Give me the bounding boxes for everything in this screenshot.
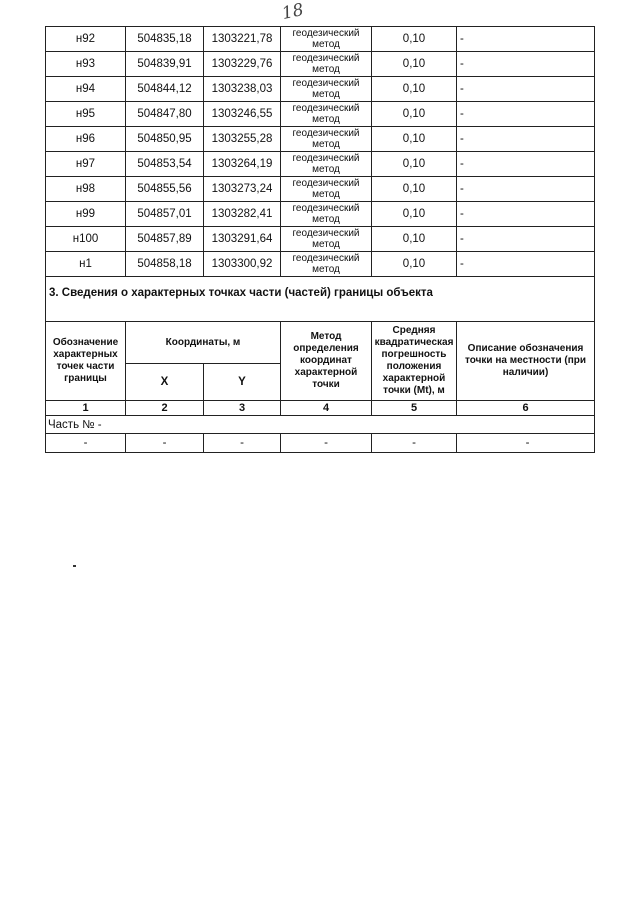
boundary-parts-table	[45, 276, 595, 453]
x-coordinate-cell: 504850,95	[126, 127, 204, 152]
description-cell: -	[457, 127, 595, 152]
method-cell: геодезический метод	[281, 127, 372, 152]
x-coordinate-cell: 504847,80	[126, 102, 204, 127]
point-cell: н99	[46, 202, 126, 227]
page-number: 18	[280, 0, 306, 25]
method-cell: геодезический метод	[281, 177, 372, 202]
accuracy-cell: 0,10	[372, 127, 457, 152]
x-coordinate-cell: 504835,18	[126, 27, 204, 52]
method-cell: геодезический метод	[281, 227, 372, 252]
description-cell: -	[457, 152, 595, 177]
description-cell: -	[457, 52, 595, 77]
coordinate-row	[46, 202, 595, 227]
point-cell: н96	[46, 127, 126, 152]
method-cell: геодезический метод	[281, 202, 372, 227]
column-number: 5	[372, 401, 457, 416]
x-coordinate-cell: 504857,89	[126, 227, 204, 252]
accuracy-cell: 0,10	[372, 152, 457, 177]
description-cell: -	[457, 202, 595, 227]
part-label: Часть № -	[46, 416, 595, 434]
method-cell: геодезический метод	[281, 27, 372, 52]
coordinate-row	[46, 127, 595, 152]
point-cell: н97	[46, 152, 126, 177]
method-cell: геодезический метод	[281, 77, 372, 102]
column-number: 4	[281, 401, 372, 416]
part-description-cell: -	[457, 434, 595, 453]
accuracy-cell: 0,10	[372, 102, 457, 127]
header-coordinates: Координаты, м	[126, 322, 281, 364]
column-number: 2	[126, 401, 204, 416]
x-coordinate-cell: 504857,01	[126, 202, 204, 227]
accuracy-cell: 0,10	[372, 27, 457, 52]
section-3-title: 3. Сведения о характерных точках части (частей) границы объекта	[46, 277, 595, 322]
coordinate-row	[46, 77, 595, 102]
coordinate-row	[46, 52, 595, 77]
column-number: 1	[46, 401, 126, 416]
y-coordinate-cell: 1303282,41	[204, 202, 281, 227]
coordinate-row	[46, 177, 595, 202]
part-y-cell: -	[204, 434, 281, 453]
point-cell: н94	[46, 77, 126, 102]
point-cell: н93	[46, 52, 126, 77]
coordinate-row	[46, 27, 595, 52]
description-cell: -	[457, 177, 595, 202]
part-point-cell: -	[46, 434, 126, 453]
coordinates-table	[45, 26, 595, 277]
y-coordinate-cell: 1303255,28	[204, 127, 281, 152]
header-method: Метод определения координат характерной точки	[281, 322, 372, 401]
x-coordinate-cell: 504858,18	[126, 252, 204, 277]
point-cell: н1	[46, 252, 126, 277]
stray-mark	[73, 565, 76, 567]
point-cell: н95	[46, 102, 126, 127]
coordinates-table-body	[46, 27, 595, 277]
accuracy-cell: 0,10	[372, 77, 457, 102]
coordinate-row	[46, 152, 595, 177]
part-method-cell: -	[281, 434, 372, 453]
x-coordinate-cell: 504853,54	[126, 152, 204, 177]
accuracy-cell: 0,10	[372, 202, 457, 227]
method-cell: геодезический метод	[281, 252, 372, 277]
header-description: Описание обозначения точки на местности (при наличии)	[457, 322, 595, 401]
description-cell: -	[457, 77, 595, 102]
x-coordinate-cell: 504855,56	[126, 177, 204, 202]
part-x-cell: -	[126, 434, 204, 453]
coordinate-row	[46, 252, 595, 277]
header-x: X	[126, 364, 204, 401]
y-coordinate-cell: 1303264,19	[204, 152, 281, 177]
coordinate-row	[46, 102, 595, 127]
column-number: 3	[204, 401, 281, 416]
y-coordinate-cell: 1303246,55	[204, 102, 281, 127]
part-accuracy-cell: -	[372, 434, 457, 453]
y-coordinate-cell: 1303229,76	[204, 52, 281, 77]
method-cell: геодезический метод	[281, 52, 372, 77]
point-cell: н92	[46, 27, 126, 52]
x-coordinate-cell: 504844,12	[126, 77, 204, 102]
description-cell: -	[457, 102, 595, 127]
column-number: 6	[457, 401, 595, 416]
description-cell: -	[457, 252, 595, 277]
header-point-designation: Обозначение характерных точек части границы	[46, 322, 126, 401]
x-coordinate-cell: 504839,91	[126, 52, 204, 77]
accuracy-cell: 0,10	[372, 227, 457, 252]
description-cell: -	[457, 27, 595, 52]
header-accuracy: Средняя квадратическая погрешность положения характерной точки (Mt), м	[372, 322, 457, 401]
accuracy-cell: 0,10	[372, 252, 457, 277]
y-coordinate-cell: 1303300,92	[204, 252, 281, 277]
method-cell: геодезический метод	[281, 152, 372, 177]
accuracy-cell: 0,10	[372, 177, 457, 202]
coordinate-row	[46, 227, 595, 252]
point-cell: н100	[46, 227, 126, 252]
accuracy-cell: 0,10	[372, 52, 457, 77]
y-coordinate-cell: 1303291,64	[204, 227, 281, 252]
y-coordinate-cell: 1303273,24	[204, 177, 281, 202]
y-coordinate-cell: 1303221,78	[204, 27, 281, 52]
y-coordinate-cell: 1303238,03	[204, 77, 281, 102]
header-y: Y	[204, 364, 281, 401]
method-cell: геодезический метод	[281, 102, 372, 127]
description-cell: -	[457, 227, 595, 252]
point-cell: н98	[46, 177, 126, 202]
